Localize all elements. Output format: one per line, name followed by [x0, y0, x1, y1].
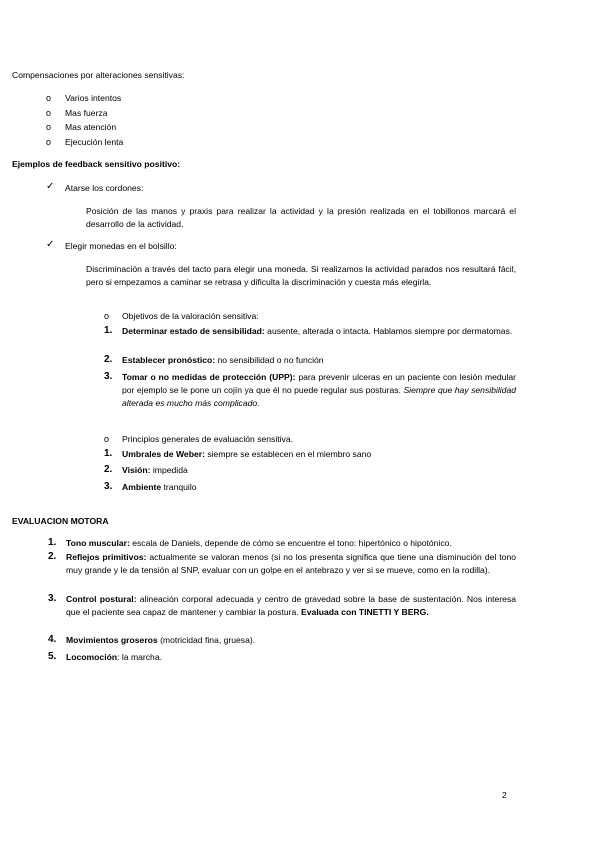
bullet: o — [104, 434, 110, 444]
principio-item: Ambiente tranquilo — [122, 482, 197, 492]
heading-feedback: Ejemplos de feedback sensitivo positivo: — [12, 159, 181, 169]
motora-item: Locomoción: la marcha. — [66, 652, 162, 662]
objetivo-item: Tomar o no medidas de protección (UPP): para prevenir ulceras en un paciente con lesión medular por ejemplo se le pone un cojín ya que él no puede regular sus posturas. Siempre que hay sensibilidad alterada es mucho más complicado. — [122, 372, 517, 408]
checkmark-icon: ✓ — [46, 239, 55, 250]
heading-evaluacion-motora: EVALUACION MOTORA — [12, 516, 109, 526]
objetivo-item: Determinar estado de sensibilidad: ausente, alterada o intacta. Hablamos siempre por dermatomas. — [122, 326, 513, 336]
motora-item: Control postural: alineación corporal adecuada y centro de gravedad sobre la base de sustentación. Nos interesa que el paciente sea capaz de mantener y cambiar la postura. Evaluada con TINETTI Y BERG. — [66, 594, 516, 617]
motora-item: Tono muscular: escala de Daniels, depende de cómo se encuentre el tono: hipertónico o hipotónico. — [66, 538, 452, 548]
feedback-item-monedas: Elegir monedas en el bolsillo: — [65, 241, 177, 251]
principio-item: Umbrales de Weber: siempre se establecen en el miembro sano — [122, 449, 372, 459]
checkmark-icon: ✓ — [46, 181, 55, 192]
objetivo-item: Establecer pronóstico: no sensibilidad o no función — [122, 355, 324, 365]
page-number: 2 — [502, 790, 507, 800]
feedback-cordones-text: Posición de las manos y praxis para realizar la actividad y la presión realizada en el tobillonos marcará el desarrollo de la actividad. — [86, 206, 516, 229]
objetivos-title: Objetivos de la valoración sensitiva: — [122, 311, 259, 321]
feedback-item-cordones: Atarse los cordones: — [65, 183, 144, 193]
feedback-monedas-text: Discriminación a través del tacto para elegir una moneda. Si realizamos la actividad parados nos resultará fácil, pero si empezamos a caminar se retrasa y dificulta la discriminación y cuesta más elegirla. — [86, 264, 516, 287]
motora-item: Reflejos primitivos: actualmente se valoran menos (si no los presenta significa que tiene una disminución del tono muy grande y le da tensión al SNP, evaluar con un golpe en el antebrazo y ver si se mueve, como en la rodilla). — [66, 552, 516, 575]
principios-title: Principios generales de evaluación sensitiva. — [122, 434, 294, 444]
principio-item: Visión: impedida — [122, 465, 188, 475]
motora-item: Movimientos groseros (motricidad fina, gruesa). — [66, 635, 256, 645]
bullet: o — [104, 311, 110, 321]
heading-compensaciones: Compensaciones por alteraciones sensitivas: — [12, 70, 185, 80]
